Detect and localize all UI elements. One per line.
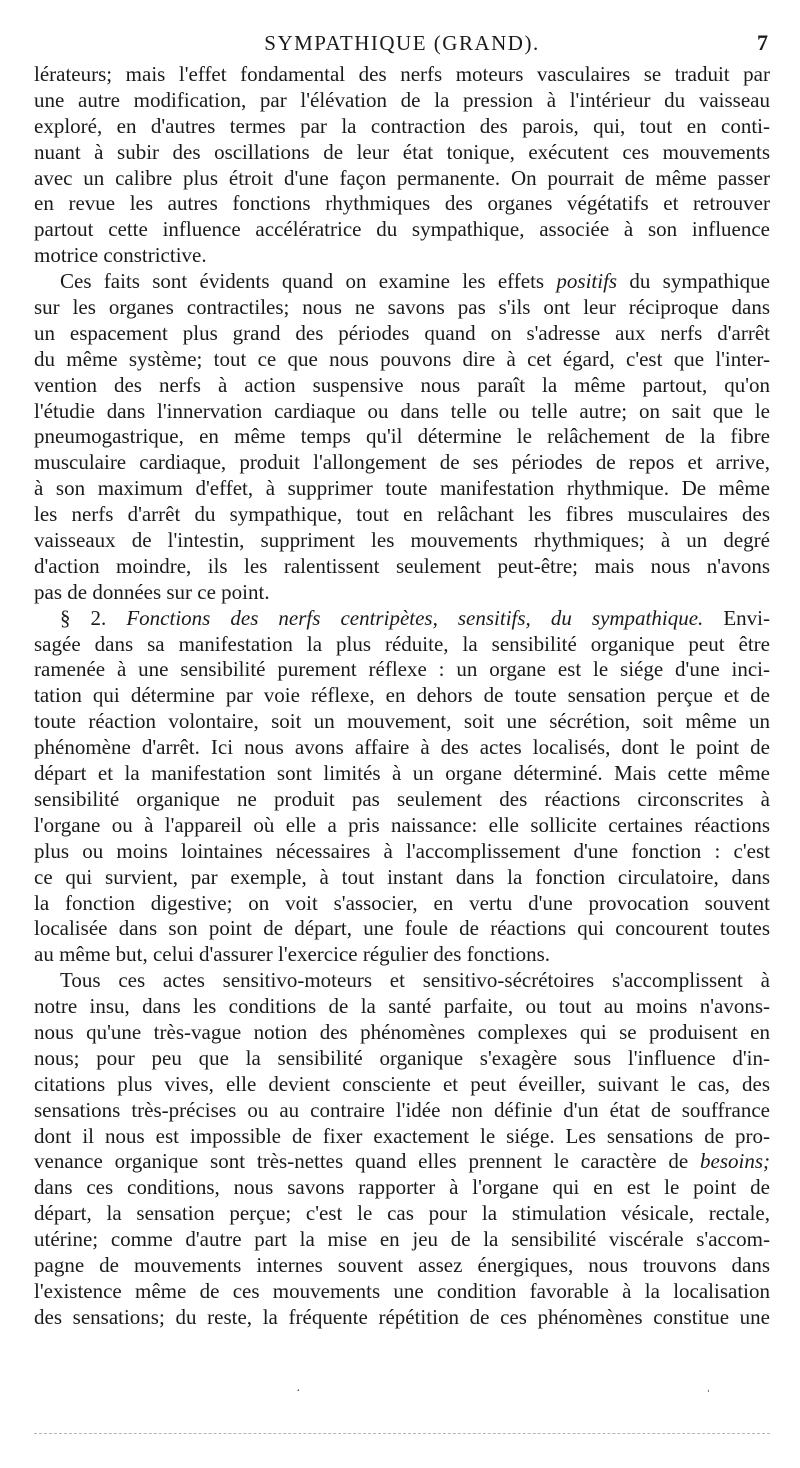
text-line: en revue les autres fonctions rhythmiques des organes végétatifs et retrouver: [34, 191, 770, 216]
text-line: dans ces conditions, nous savons rapporter à l'organe qui en est le point de: [34, 1175, 770, 1200]
running-title: SYMPATHIQUE (GRAND).: [264, 31, 540, 55]
text-line: pagne de mouvements internes souvent assez énergiques, nous trouvons dans: [34, 1252, 770, 1277]
text-line: des sensations; du reste, la fréquente répétition de ces phénomènes constitue une: [34, 1304, 770, 1329]
text-line: partout cette influence accélératrice du sympathique, associée à son influence: [34, 217, 770, 242]
text-line: nuant à subir des oscillations de leur état tonique, exécutent ces mouvements: [34, 139, 770, 164]
text-line: sensations très-précises ou au contraire l'idée non définie d'un état de souffrance: [34, 1097, 770, 1122]
print-speck: ·: [296, 1384, 301, 1399]
page-number: 7: [757, 30, 768, 55]
text-line: d'action moindre, ils les ralentissent seulement peut-être; mais nous n'avons: [34, 553, 770, 578]
text-line: départ, la sensation perçue; c'est le cas pour la stimulation vésicale, rectale,: [34, 1201, 770, 1226]
text-line: tation qui détermine par voie réflexe, en dehors de toute sensation perçue et de: [34, 683, 770, 708]
text-run: venance organique sont très-nettes quand elles prennent le caractère de: [34, 1149, 700, 1174]
text-line: motrice constrictive.: [34, 243, 207, 268]
text-line: au même but, celui d'assurer l'exercice régulier des fonctions.: [34, 942, 551, 967]
text-line: l'existence même de ces mouvements une condition favorable à la localisation: [34, 1278, 770, 1303]
running-head: [34, 28, 770, 58]
text-line: pas de données sur ce point.: [34, 579, 270, 604]
text-line: une autre modification, par l'élévation de la pression à l'intérieur du vaisseau: [34, 87, 770, 112]
text-line: départ et la manifestation sont limités à un organe déterminé. Mais cette même: [34, 761, 770, 786]
text-line: à son maximum d'effet, à supprimer toute manifestation rhythmique. De même: [34, 476, 770, 501]
text-line: dont il nous est impossible de fixer exactement le siége. Les sensations de pro-: [34, 1123, 770, 1148]
text-line: utérine; comme d'autre part la mise en jeu de la sensibilité viscérale s'accom-: [34, 1227, 770, 1252]
text-run: Ces faits sont évidents quand on examine les effets: [60, 269, 557, 294]
text-line: toute réaction volontaire, soit un mouvement, soit une sécrétion, soit même un: [34, 709, 770, 734]
paragraph-start-line: Tous ces actes sensitivo-moteurs et sensitivo-sécrétoires s'accomplissent à: [60, 968, 770, 993]
body-text: [34, 62, 770, 1331]
section-title: Fonctions des nerfs centripètes, sensitifs, du sympathique.: [126, 605, 704, 630]
text-line: sensibilité organique ne produit pas seulement des réactions circonscrites à: [34, 786, 770, 811]
text-line: citations plus vives, elle devient consciente et peut éveiller, suivant le cas, des: [34, 1071, 770, 1096]
text-line: vention des nerfs à action suspensive nous paraît la même partout, qu'on: [34, 372, 770, 397]
print-speck: ˌ: [706, 1378, 711, 1393]
text-line: pneumogastrique, en même temps qu'il détermine le relâchement de la fibre: [34, 424, 770, 449]
text-line: vaisseaux de l'intestin, suppriment les mouvements rhythmiques; à un degré: [34, 528, 770, 553]
text-line: nous qu'une très-vague notion des phénomènes complexes qui se produisent en: [34, 1019, 770, 1044]
text-line: avec un calibre plus étroit d'une façon permanente. On pourrait de même passer: [34, 165, 770, 190]
italic-term: positifs: [556, 269, 618, 294]
text-run: Envi-: [703, 605, 770, 630]
text-line: notre insu, dans les conditions de la santé parfaite, ou tout au moins n'avons-: [34, 994, 770, 1019]
section-heading-line: [34, 606, 770, 632]
text-line: sagée dans sa manifestation la plus réduite, la sensibilité organique peut être: [34, 631, 770, 656]
text-line: ce qui survient, par exemple, à tout instant dans la fonction circulatoire, dans: [34, 864, 770, 889]
text-line: l'étudie dans l'innervation cardiaque ou dans telle ou telle autre; on sait que le: [34, 398, 770, 423]
text-line: phénomène d'arrêt. Ici nous avons affaire à des actes localisés, dont le point de: [34, 735, 770, 760]
italic-term: besoins;: [700, 1149, 770, 1174]
text-line: un espacement plus grand des périodes quand on s'adresse aux nerfs d'arrêt: [34, 320, 770, 345]
text-line: les nerfs d'arrêt du sympathique, tout en relâchant les fibres musculaires des: [34, 502, 770, 527]
text-line: lérateurs; mais l'effet fondamental des nerfs moteurs vasculaires se traduit par: [34, 62, 770, 86]
text-line: musculaire cardiaque, produit l'allongement de ses périodes de repos et arrive,: [34, 450, 770, 475]
bottom-bleed-through-rule: [34, 1433, 770, 1436]
text-run: du sympathique: [617, 269, 770, 294]
text-line: la fonction digestive; on voit s'associer, en vertu d'une provocation souvent: [34, 890, 770, 915]
text-line: ramenée à une sensibilité purement réflexe : un organe est le siége d'une inci-: [34, 657, 770, 682]
text-line: du même système; tout ce que nous pouvons dire à cet égard, c'est que l'inter-: [34, 346, 770, 371]
text-line: [34, 1149, 770, 1175]
text-line: sur les organes contractiles; nous ne savons pas s'ils ont leur réciproque dans: [34, 295, 770, 320]
section-number: § 2.: [60, 605, 127, 630]
text-line: nous; pour peu que la sensibilité organique s'exagère sous l'influence d'in-: [34, 1045, 770, 1070]
text-line: l'organe ou à l'appareil où elle a pris naissance: elle sollicite certaines réactions: [34, 812, 770, 837]
paragraph-start-line: [34, 269, 770, 295]
text-line: plus ou moins lointaines nécessaires à l'accomplissement d'une fonction : c'est: [34, 838, 770, 863]
text-line: exploré, en d'autres termes par la contraction des parois, qui, tout en conti-: [34, 113, 770, 138]
text-line: localisée dans son point de départ, une foule de réactions qui concourent toutes: [34, 916, 770, 941]
